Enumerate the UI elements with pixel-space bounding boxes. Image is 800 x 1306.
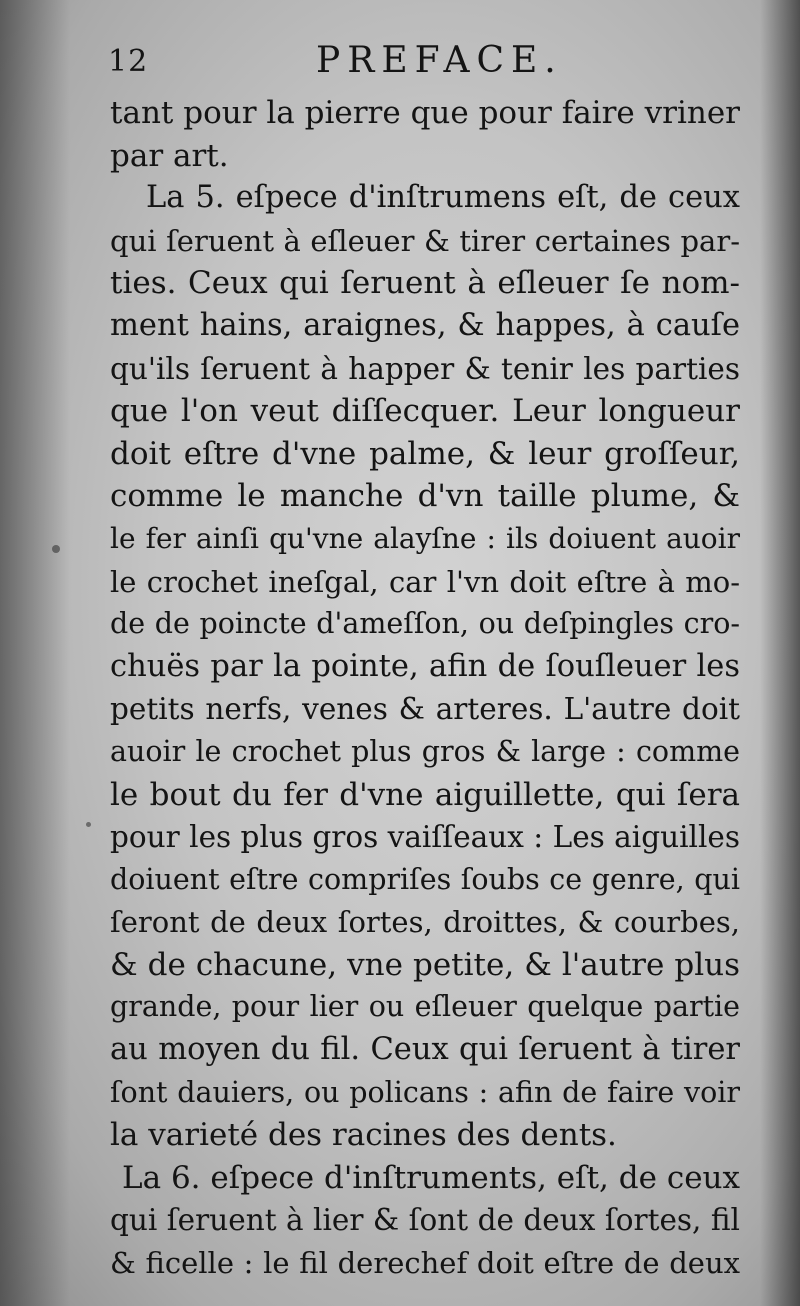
- text-line: grande, pour lier ou eſleuer quelque partie: [110, 990, 740, 1024]
- text-line: de de poincte d'ameſſon, ou deſpingles cro-: [110, 607, 740, 641]
- text-line: doiuent eſtre compriſes ſoubs ce genre, qui: [110, 862, 740, 896]
- ink-blot: [52, 545, 60, 553]
- page-shadow-right: [760, 0, 800, 1306]
- ink-blot: [86, 822, 91, 827]
- text-line: petits nerfs, venes & arteres. L'autre doit: [110, 692, 740, 727]
- body-text: [110, 92, 740, 1285]
- text-line: La 5. eſpece d'inſtrumens eſt, de ceux: [146, 180, 740, 216]
- text-line: le fer ainſi qu'vne alayſne : ils doiuent auoir: [110, 521, 740, 555]
- text-line: & ficelle : le fil derechef doit eſtre de deux: [110, 1246, 740, 1281]
- text-line: pour les plus gros vaiſſeaux : Les aiguilles: [110, 820, 740, 855]
- text-line: & de chacune, vne petite, & l'autre plus: [110, 946, 740, 983]
- text-line: ties. Ceux qui ſeruent à eſleuer ſe nom-: [110, 265, 740, 302]
- running-head: PREFACE.: [316, 40, 563, 81]
- text-line: ſont dauiers, ou policans : afin de faire voir: [110, 1075, 740, 1109]
- text-line: tant pour la pierre que pour faire vriner: [110, 95, 740, 131]
- text-line: que l'on veut diſſecquer. Leur longueur: [110, 393, 740, 430]
- text-line: doit eſtre d'vne palme, & leur groſſeur,: [110, 435, 740, 472]
- text-line: comme le manche d'vn taille plume, &: [110, 478, 740, 515]
- page-shadow-left: [0, 0, 70, 1306]
- text-line: la varieté des racines des dents.: [110, 1117, 617, 1154]
- text-line: La 6. eſpece d'inſtruments, eſt, de ceux: [122, 1159, 740, 1196]
- text-line: le crochet ineſgal, car l'vn doit eſtre à mo-: [110, 564, 740, 599]
- text-line: ſeront de deux ſortes, droittes, & courbes,: [110, 905, 740, 940]
- text-line: ment hains, araignes, & happes, à cauſe: [110, 307, 740, 343]
- text-line: qui ſeruent à lier & ſont de deux ſortes, fil: [110, 1203, 740, 1238]
- text-line: auoir le crochet plus gros & large : comme: [110, 734, 740, 768]
- page-number: 12: [108, 44, 149, 79]
- page-header: [108, 40, 738, 88]
- text-line: qu'ils ſeruent à happer & tenir les parties: [110, 351, 740, 386]
- text-line: chuës par la pointe, afin de ſouſleuer les: [110, 648, 740, 684]
- text-line: au moyen du fil. Ceux qui ſeruent à tirer: [110, 1032, 740, 1068]
- text-line: qui ſeruent à eſleuer & tirer certaines par-: [110, 223, 740, 258]
- text-line: le bout du fer d'vne aiguillette, qui ſera: [110, 776, 740, 813]
- text-line: par art.: [110, 137, 229, 174]
